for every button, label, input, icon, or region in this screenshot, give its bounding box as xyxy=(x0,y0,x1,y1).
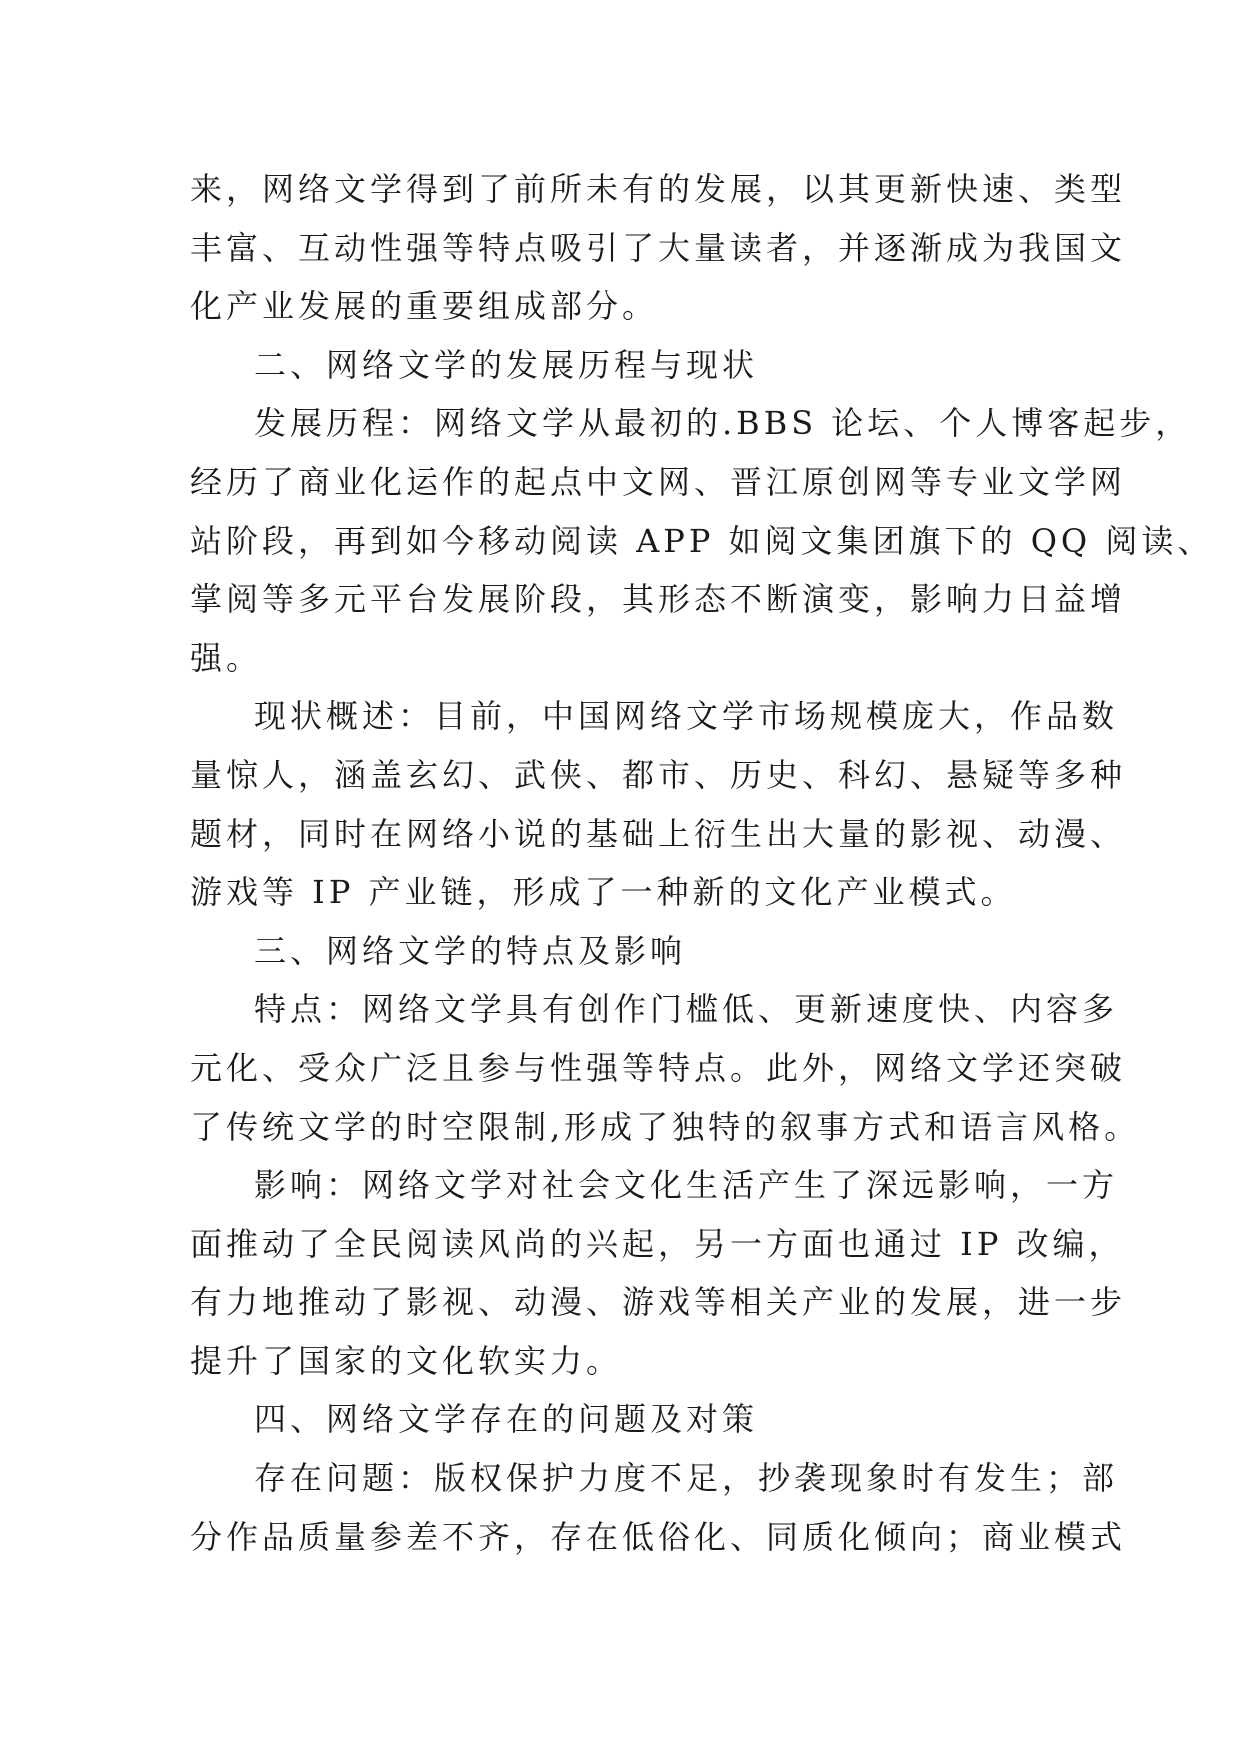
text-line: 来，网络文学得到了前所未有的发展，以其更新快速、类型 xyxy=(190,170,1127,208)
text-line: 分作品质量参差不齐，存在低俗化、同质化倾向；商业模式 xyxy=(190,1517,1127,1556)
text-line: 化产业发展的重要组成部分。 xyxy=(190,287,659,326)
text-line: 站阶段，再到如今移动阅读 APP 如阅文集团旗下的 QQ 阅读、 xyxy=(190,521,1214,560)
section-heading: 三、网络文学的特点及影响 xyxy=(254,931,687,970)
text-line: 游戏等 IP 产业链，形成了一种新的文化产业模式。 xyxy=(190,873,1017,912)
text-line: 掌阅等多元平台发展阶段，其形态不断演变，影响力日益增 xyxy=(190,580,1127,619)
text-line: 有力地推动了影视、动漫、游戏等相关产业的发展，进一步 xyxy=(190,1283,1127,1322)
section-heading: 四、网络文学存在的问题及对策 xyxy=(254,1400,759,1439)
text-line: 量惊人，涵盖玄幻、武侠、都市、历史、科幻、悬疑等多种 xyxy=(190,755,1127,794)
text-line: 发展历程：网络文学从最初的.BBS 论坛、个人博客起步， xyxy=(254,404,1192,443)
text-line: 题材，同时在网络小说的基础上衍生出大量的影视、动漫、 xyxy=(190,814,1127,853)
text-line: 经历了商业化运作的起点中文网、晋江原创网等专业文学网 xyxy=(190,462,1127,501)
text-line: 特点：网络文学具有创作门槛低、更新速度快、内容多 xyxy=(254,990,1119,1029)
section-heading: 二、网络文学的发展历程与现状 xyxy=(254,345,759,384)
text-line: 现状概述：目前，中国网络文学市场规模庞大，作品数 xyxy=(254,697,1119,736)
document-body xyxy=(190,160,1214,1566)
text-line: 提升了国家的文化软实力。 xyxy=(190,1341,623,1380)
text-line: 强。 xyxy=(190,638,263,677)
text-line: 存在问题：版权保护力度不足，抄袭现象时有发生；部 xyxy=(254,1459,1119,1498)
text-line: 影响：网络文学对社会文化生活产生了深远影响，一方 xyxy=(254,1166,1119,1205)
text-line: 元化、受众广泛且参与性强等特点。此外，网络文学还突破 xyxy=(190,1048,1127,1087)
text-line: 丰富、互动性强等特点吸引了大量读者，并逐渐成为我国文 xyxy=(190,228,1127,267)
text-line: 了传统文学的时空限制,形成了独特的叙事方式和语言风格。 xyxy=(190,1107,1141,1146)
text-line: 面推动了全民阅读风尚的兴起，另一方面也通过 IP 改编， xyxy=(190,1224,1125,1263)
